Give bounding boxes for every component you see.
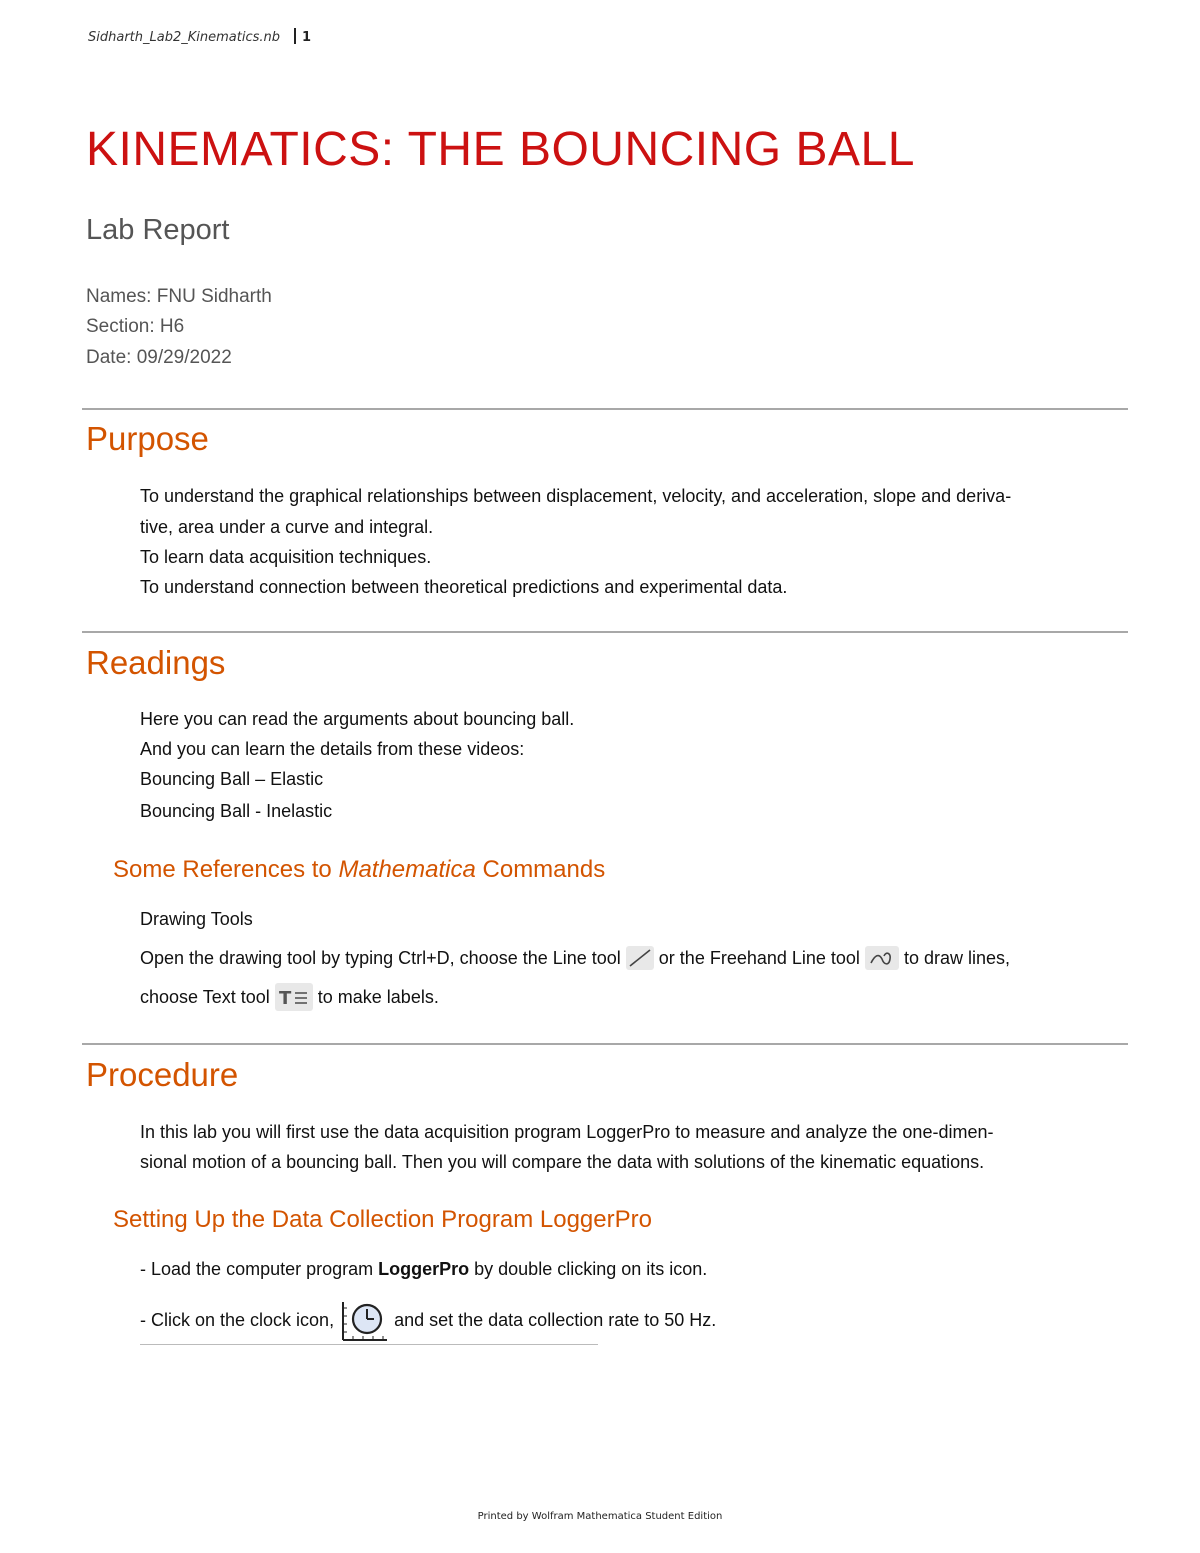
video-link-elastic[interactable]: Bouncing Ball – Elastic <box>140 769 324 789</box>
freehand-line-tool-icon <box>865 946 899 970</box>
instruction-text: or the Freehand Line tool <box>653 948 865 968</box>
instruction-text: to make labels. <box>312 987 439 1007</box>
line-tool-icon <box>626 946 654 970</box>
section-divider <box>82 631 1128 633</box>
setup-step-load <box>140 1259 707 1280</box>
section-line: Section: H6 <box>86 316 185 337</box>
cell-divider <box>140 1344 598 1345</box>
references-heading <box>113 856 605 884</box>
text-tool-instructions <box>140 983 439 1011</box>
header-separator <box>294 28 296 44</box>
references-heading-mathematica: Mathematica <box>338 856 476 883</box>
loggerpro-name: LoggerPro <box>378 1259 470 1279</box>
purpose-line: To learn data acquisition techniques. <box>140 547 432 567</box>
step-text: and set the data collection rate to 50 Hz. <box>389 1310 717 1330</box>
references-heading-prefix: Some References to <box>113 856 339 883</box>
print-footer: Printed by Wolfram Mathematica Student Edition <box>477 1511 723 1522</box>
drawing-tool-instructions <box>140 946 1010 970</box>
procedure-heading: Procedure <box>86 1056 239 1093</box>
purpose-heading: Purpose <box>86 420 209 457</box>
video-link-inelastic[interactable]: Bouncing Ball - Inelastic <box>140 801 333 821</box>
text-tool-icon <box>275 983 313 1011</box>
page-header <box>88 28 311 45</box>
setup-heading: Setting Up the Data Collection Program LoggerPro <box>113 1206 652 1233</box>
document-subtitle: Lab Report <box>86 214 230 246</box>
purpose-line: tive, area under a curve and integral. <box>140 517 434 537</box>
header-filename: Sidharth_Lab2_Kinematics.nb <box>88 30 280 45</box>
page-number: 1 <box>302 30 312 45</box>
instruction-text: Open the drawing tool by typing Ctrl+D, choose the Line tool <box>140 948 626 968</box>
purpose-line: To understand the graphical relationships between displacement, velocity, and acceleration, slope and deriva- <box>140 486 1012 506</box>
section-divider <box>82 408 1128 410</box>
instruction-text: to draw lines, <box>898 948 1010 968</box>
drawing-tools-label: Drawing Tools <box>140 909 253 929</box>
readings-line: And you can learn the details from these videos: <box>140 739 525 759</box>
step-text: - Load the computer program <box>140 1259 379 1279</box>
clock-icon <box>339 1300 389 1342</box>
procedure-line: sional motion of a bouncing ball. Then you will compare the data with solutions of the kinematic equations. <box>140 1152 985 1172</box>
readings-line: Here you can read the arguments about bouncing ball. <box>140 709 575 729</box>
section-divider <box>82 1043 1128 1045</box>
instruction-text: choose Text tool <box>140 987 275 1007</box>
procedure-line: In this lab you will first use the data acquisition program LoggerPro to measure and analyze the one-dimen- <box>140 1122 994 1142</box>
names-line: Names: FNU Sidharth <box>86 286 272 307</box>
step-text: by double clicking on its icon. <box>469 1259 708 1279</box>
svg-text:T: T <box>278 988 292 1009</box>
document-title: KINEMATICS: THE BOUNCING BALL <box>86 123 915 176</box>
setup-step-clock <box>140 1300 716 1342</box>
references-heading-suffix: Commands <box>475 856 606 883</box>
readings-heading: Readings <box>86 644 226 681</box>
purpose-line: To understand connection between theoretical predictions and experimental data. <box>140 577 788 597</box>
date-line: Date: 09/29/2022 <box>86 347 232 368</box>
step-text: - Click on the clock icon, <box>140 1310 340 1330</box>
